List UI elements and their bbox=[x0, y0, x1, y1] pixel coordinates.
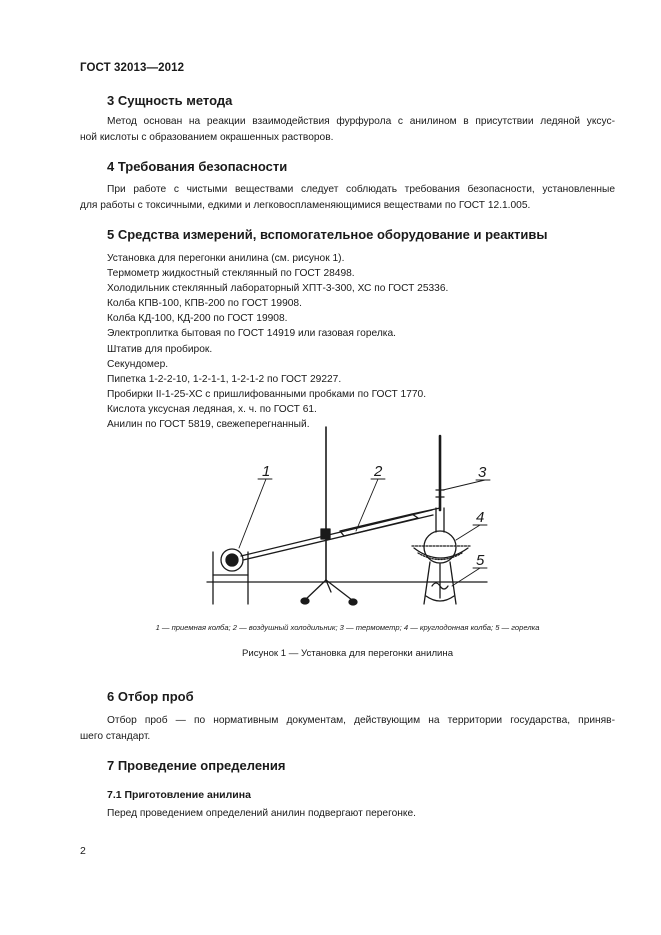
heating-mantle bbox=[414, 548, 468, 558]
section-6-line-2: шего стандарт. bbox=[80, 731, 151, 742]
stand-foot bbox=[301, 598, 309, 604]
subsection-7-1-title: 7.1 Приготовление анилина bbox=[107, 789, 251, 801]
list-item: Пробирки II-1-25-ХС с пришлифованными пробками по ГОСТ 1770. bbox=[107, 388, 427, 400]
section-4-line-1: При работе с чистыми веществами следует соблюдать требования безопасности, установленные bbox=[107, 184, 615, 195]
figure-label-2: 2 bbox=[374, 463, 383, 480]
stand-foot bbox=[349, 599, 357, 605]
leader-line-4 bbox=[456, 525, 480, 540]
figure-caption: Рисунок 1 — Установка для перегонки анилина bbox=[241, 648, 454, 659]
section-5-title: 5 Средства измерений, вспомогательное оборудование и реактивы bbox=[107, 227, 548, 242]
section-3-line-2: ной кислоты с образованием окрашенных растворов. bbox=[80, 132, 334, 143]
section-6-title: 6 Отбор проб bbox=[107, 689, 194, 704]
figure-label-5: 5 bbox=[476, 552, 485, 569]
subsection-7-1-text: Перед проведением определений анилин подвергают перегонке. bbox=[107, 808, 416, 819]
stand-leg-left bbox=[305, 580, 326, 600]
list-item: Штатив для пробирок. bbox=[107, 343, 213, 355]
section-7-title: 7 Проведение определения bbox=[107, 758, 286, 773]
document-header: ГОСТ 32013—2012 bbox=[80, 62, 185, 74]
condenser-jacket bbox=[340, 514, 418, 536]
receiving-flask-fill bbox=[226, 554, 238, 566]
section-3-line-1: Метод основан на реакции взаимодействия фурфурола с анилином в присутствии ледяной уксус- bbox=[107, 116, 615, 127]
figure-label-4: 4 bbox=[476, 509, 485, 526]
section-4-title: 4 Требования безопасности bbox=[107, 159, 288, 174]
list-item: Холодильник стеклянный лабораторный ХПТ-3-300, ХС по ГОСТ 25336. bbox=[107, 283, 449, 295]
figure-legend: 1 — приемная колба; 2 — воздушный холодильник; 3 — термометр; 4 — круглодонная колба; 5 — горелка bbox=[155, 623, 540, 632]
section-6-line-1: Отбор проб — по нормативным документам, действующим на территории государства, приняв- bbox=[107, 715, 615, 726]
list-item: Установка для перегонки анилина (см. рисунок 1). bbox=[107, 253, 345, 264]
leader-line-5 bbox=[452, 568, 480, 586]
figure-label-3: 3 bbox=[478, 464, 487, 481]
section-4-line-2: для работы с токсичными, едкими и легковоспламеняющимися веществами по ГОСТ 12.1.005. bbox=[80, 200, 531, 211]
figure-label-1: 1 bbox=[262, 463, 271, 480]
section-3-title: 3 Сущность метода bbox=[107, 93, 233, 108]
air-condenser-upper bbox=[241, 510, 432, 556]
list-item: Колба КД-100, КД-200 по ГОСТ 19908. bbox=[107, 313, 288, 325]
leader-line-1 bbox=[239, 479, 266, 548]
list-item: Колба КПВ-100, КПВ-200 по ГОСТ 19908. bbox=[107, 298, 302, 310]
list-item: Пипетка 1-2-2-10, 1-2-1-1, 1-2-1-2 по ГОСТ 29227. bbox=[107, 373, 342, 385]
list-item: Секундомер. bbox=[107, 358, 169, 370]
list-item: Анилин по ГОСТ 5819, свежеперегнанный. bbox=[107, 419, 310, 431]
section-6-text bbox=[80, 713, 615, 745]
list-item: Кислота уксусная ледяная, х. ч. по ГОСТ 61. bbox=[107, 403, 317, 415]
leader-line-3 bbox=[443, 480, 485, 490]
stand-clamp bbox=[321, 529, 330, 539]
list-item: Термометр жидкостный стеклянный по ГОСТ 28498. bbox=[107, 268, 355, 280]
page-number: 2 bbox=[80, 845, 86, 857]
list-item: Электроплитка бытовая по ГОСТ 14919 или газовая горелка. bbox=[107, 328, 396, 340]
